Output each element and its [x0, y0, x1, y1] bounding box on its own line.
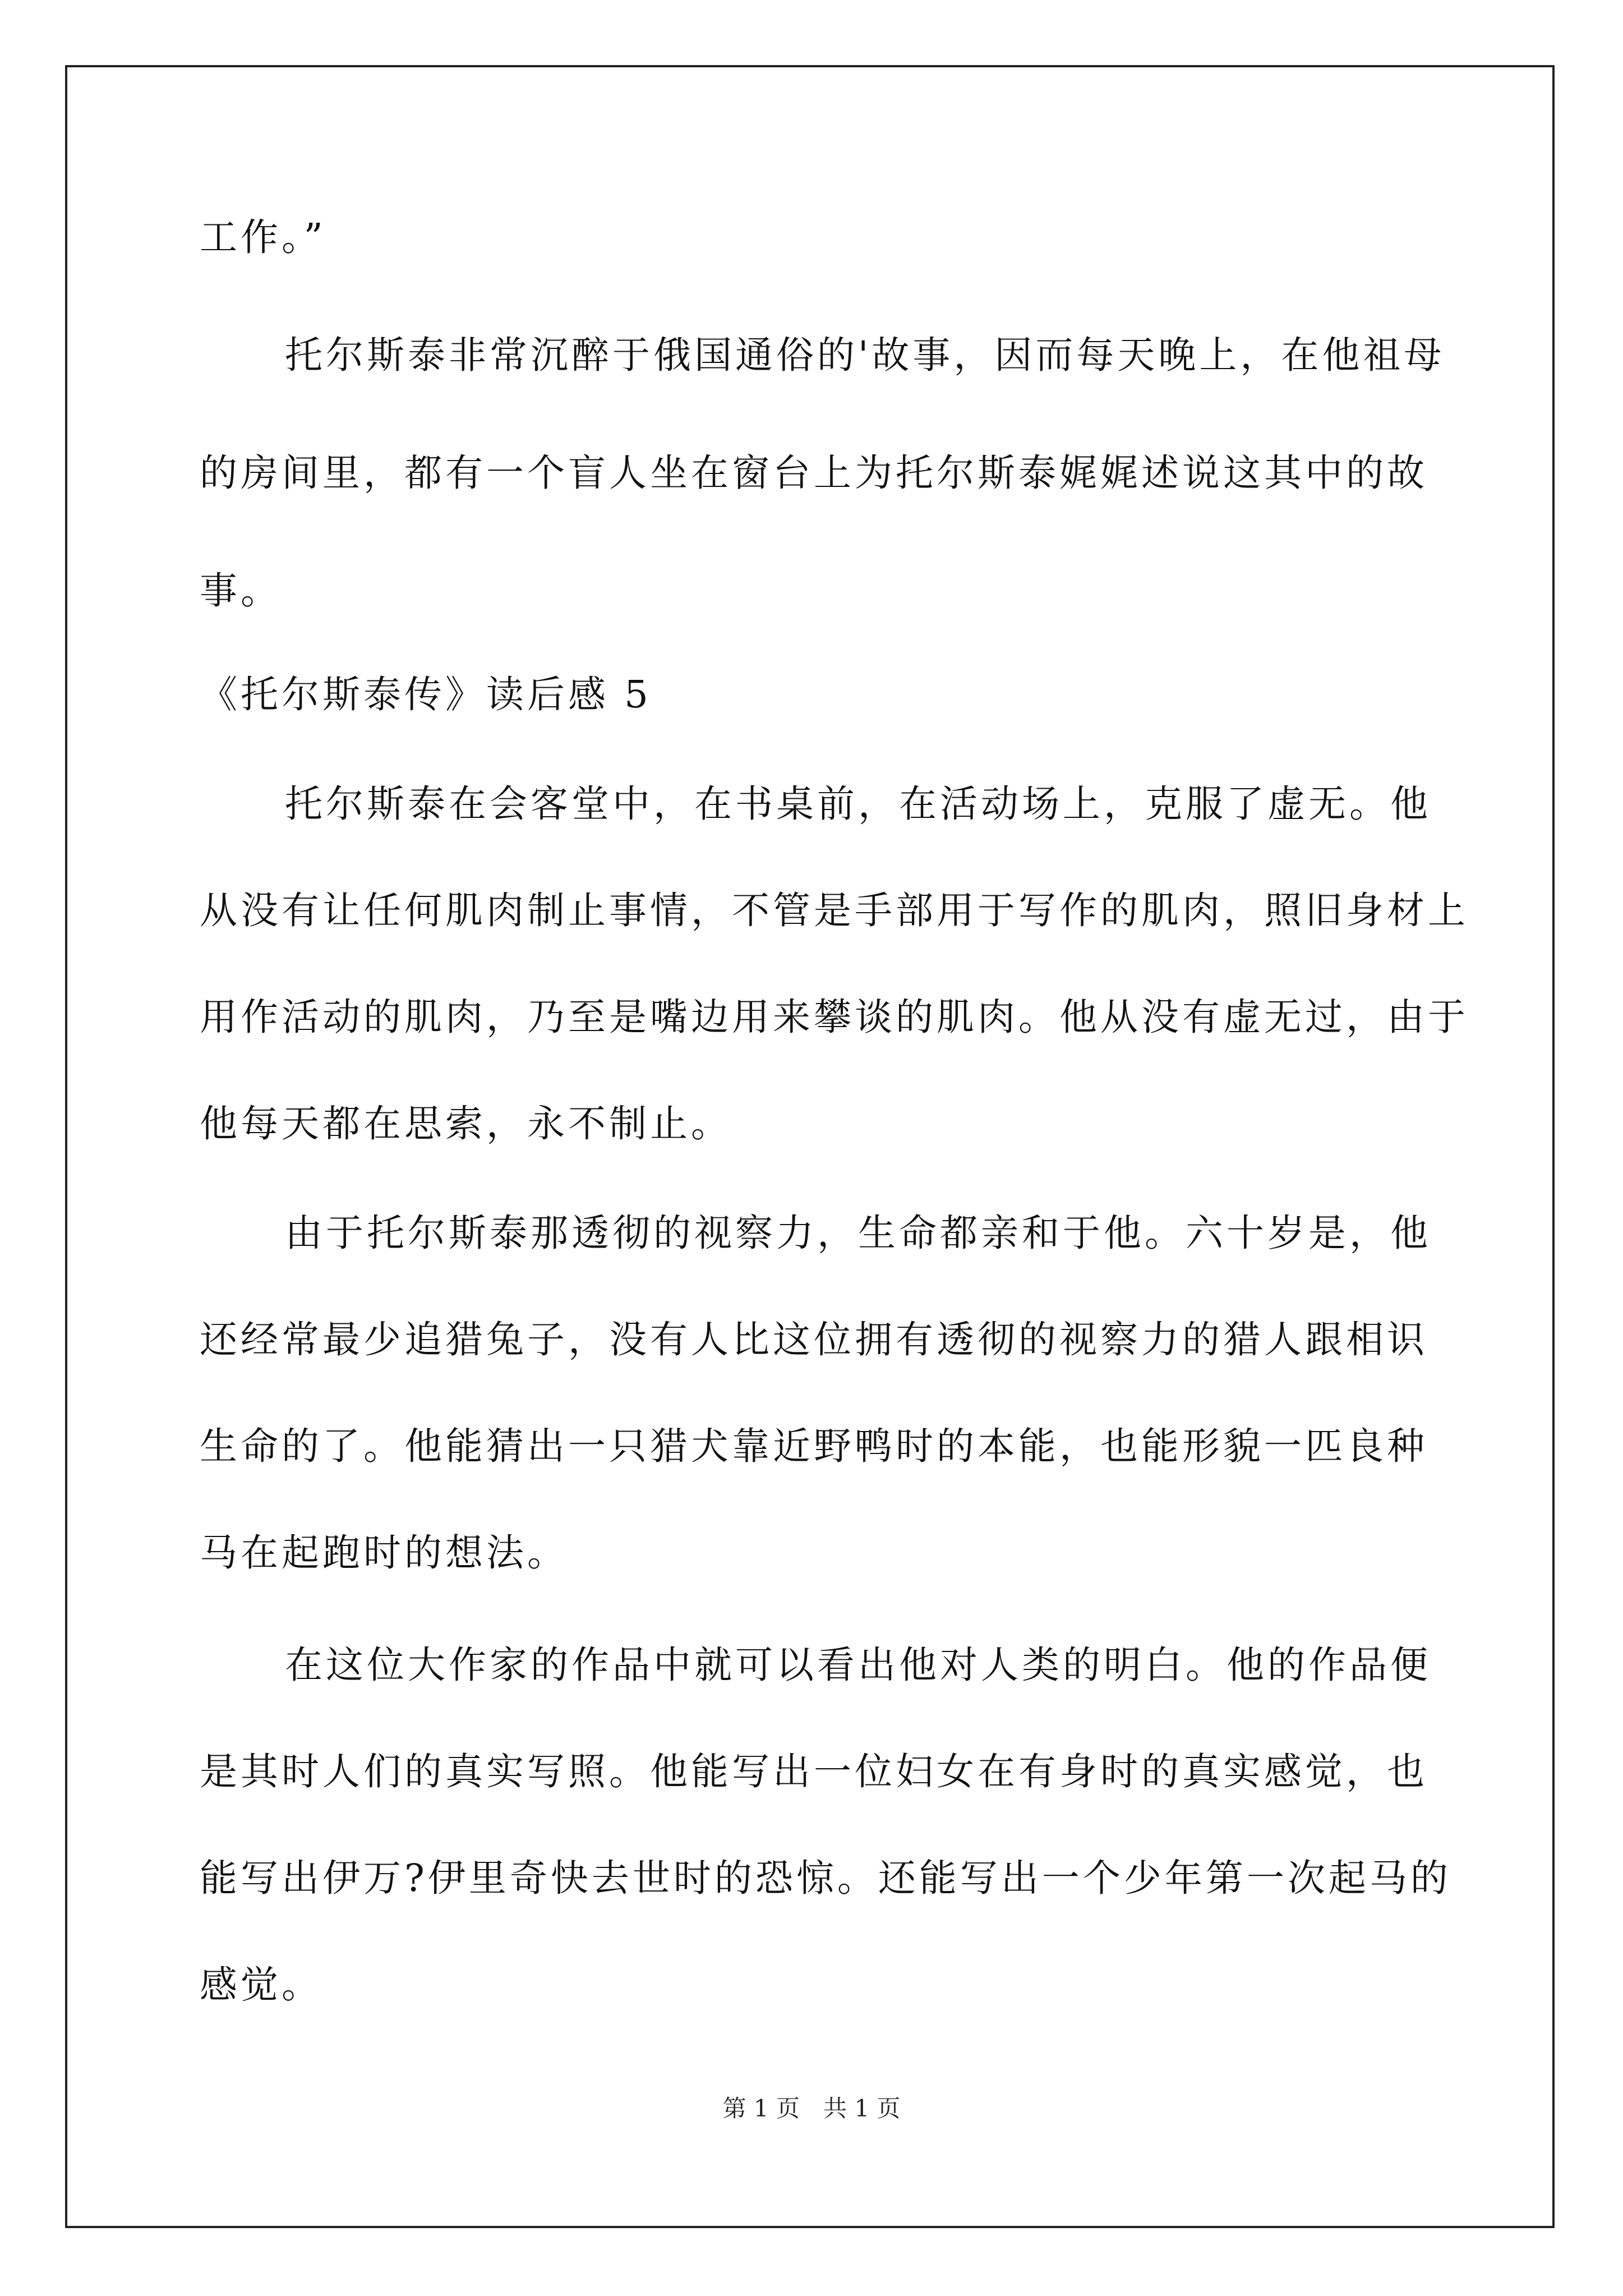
text-line: 是其时人们的真实写照。他能写出一位妇女在有身时的真实感觉，也 — [200, 1750, 1428, 1793]
section-heading: 《托尔斯泰传》读后感 5 — [200, 673, 652, 716]
page-footer: 第 1 页 共 1 页 — [722, 2095, 901, 2122]
text-line: 从没有让任何肌肉制止事情，不管是手部用于写作的肌肉，照旧身材上 — [200, 889, 1469, 932]
text-line: 工作。” — [200, 215, 326, 259]
page-border — [65, 65, 1555, 2228]
text-line: 托尔斯泰非常沉醉于俄国通俗的'故事，因而每天晚上，在他祖母 — [285, 333, 1445, 377]
text-line: 由于托尔斯泰那透彻的视察力，生命都亲和于他。六十岁是，他 — [285, 1211, 1431, 1255]
text-line: 在这位大作家的作品中就可以看出他对人类的明白。他的作品便 — [285, 1643, 1431, 1687]
text-line: 感觉。 — [200, 1963, 322, 2007]
text-line: 生命的了。他能猜出一只猎犬靠近野鸭时的本能，也能形貌一匹良种 — [200, 1424, 1428, 1468]
text-line: 事。 — [200, 569, 282, 613]
text-line: 的房间里，都有一个盲人坐在窗台上为托尔斯泰娓娓述说这其中的故 — [200, 451, 1428, 495]
text-line: 能写出伊万?伊里奇快去世时的恐惊。还能写出一个少年第一次起马的 — [200, 1856, 1451, 1900]
text-line: 他每天都在思索，永不制止。 — [200, 1102, 732, 1145]
text-line: 马在起跑时的想法。 — [200, 1531, 568, 1575]
text-line: 用作活动的肌肉，乃至是嘴边用来攀谈的肌肉。他从没有虚无过，由于 — [200, 995, 1469, 1039]
text-line: 托尔斯泰在会客堂中，在书桌前，在活动场上，克服了虚无。他 — [285, 782, 1431, 826]
text-line: 还经常最少追猎兔子，没有人比这位拥有透彻的视察力的猎人跟相识 — [200, 1318, 1428, 1361]
